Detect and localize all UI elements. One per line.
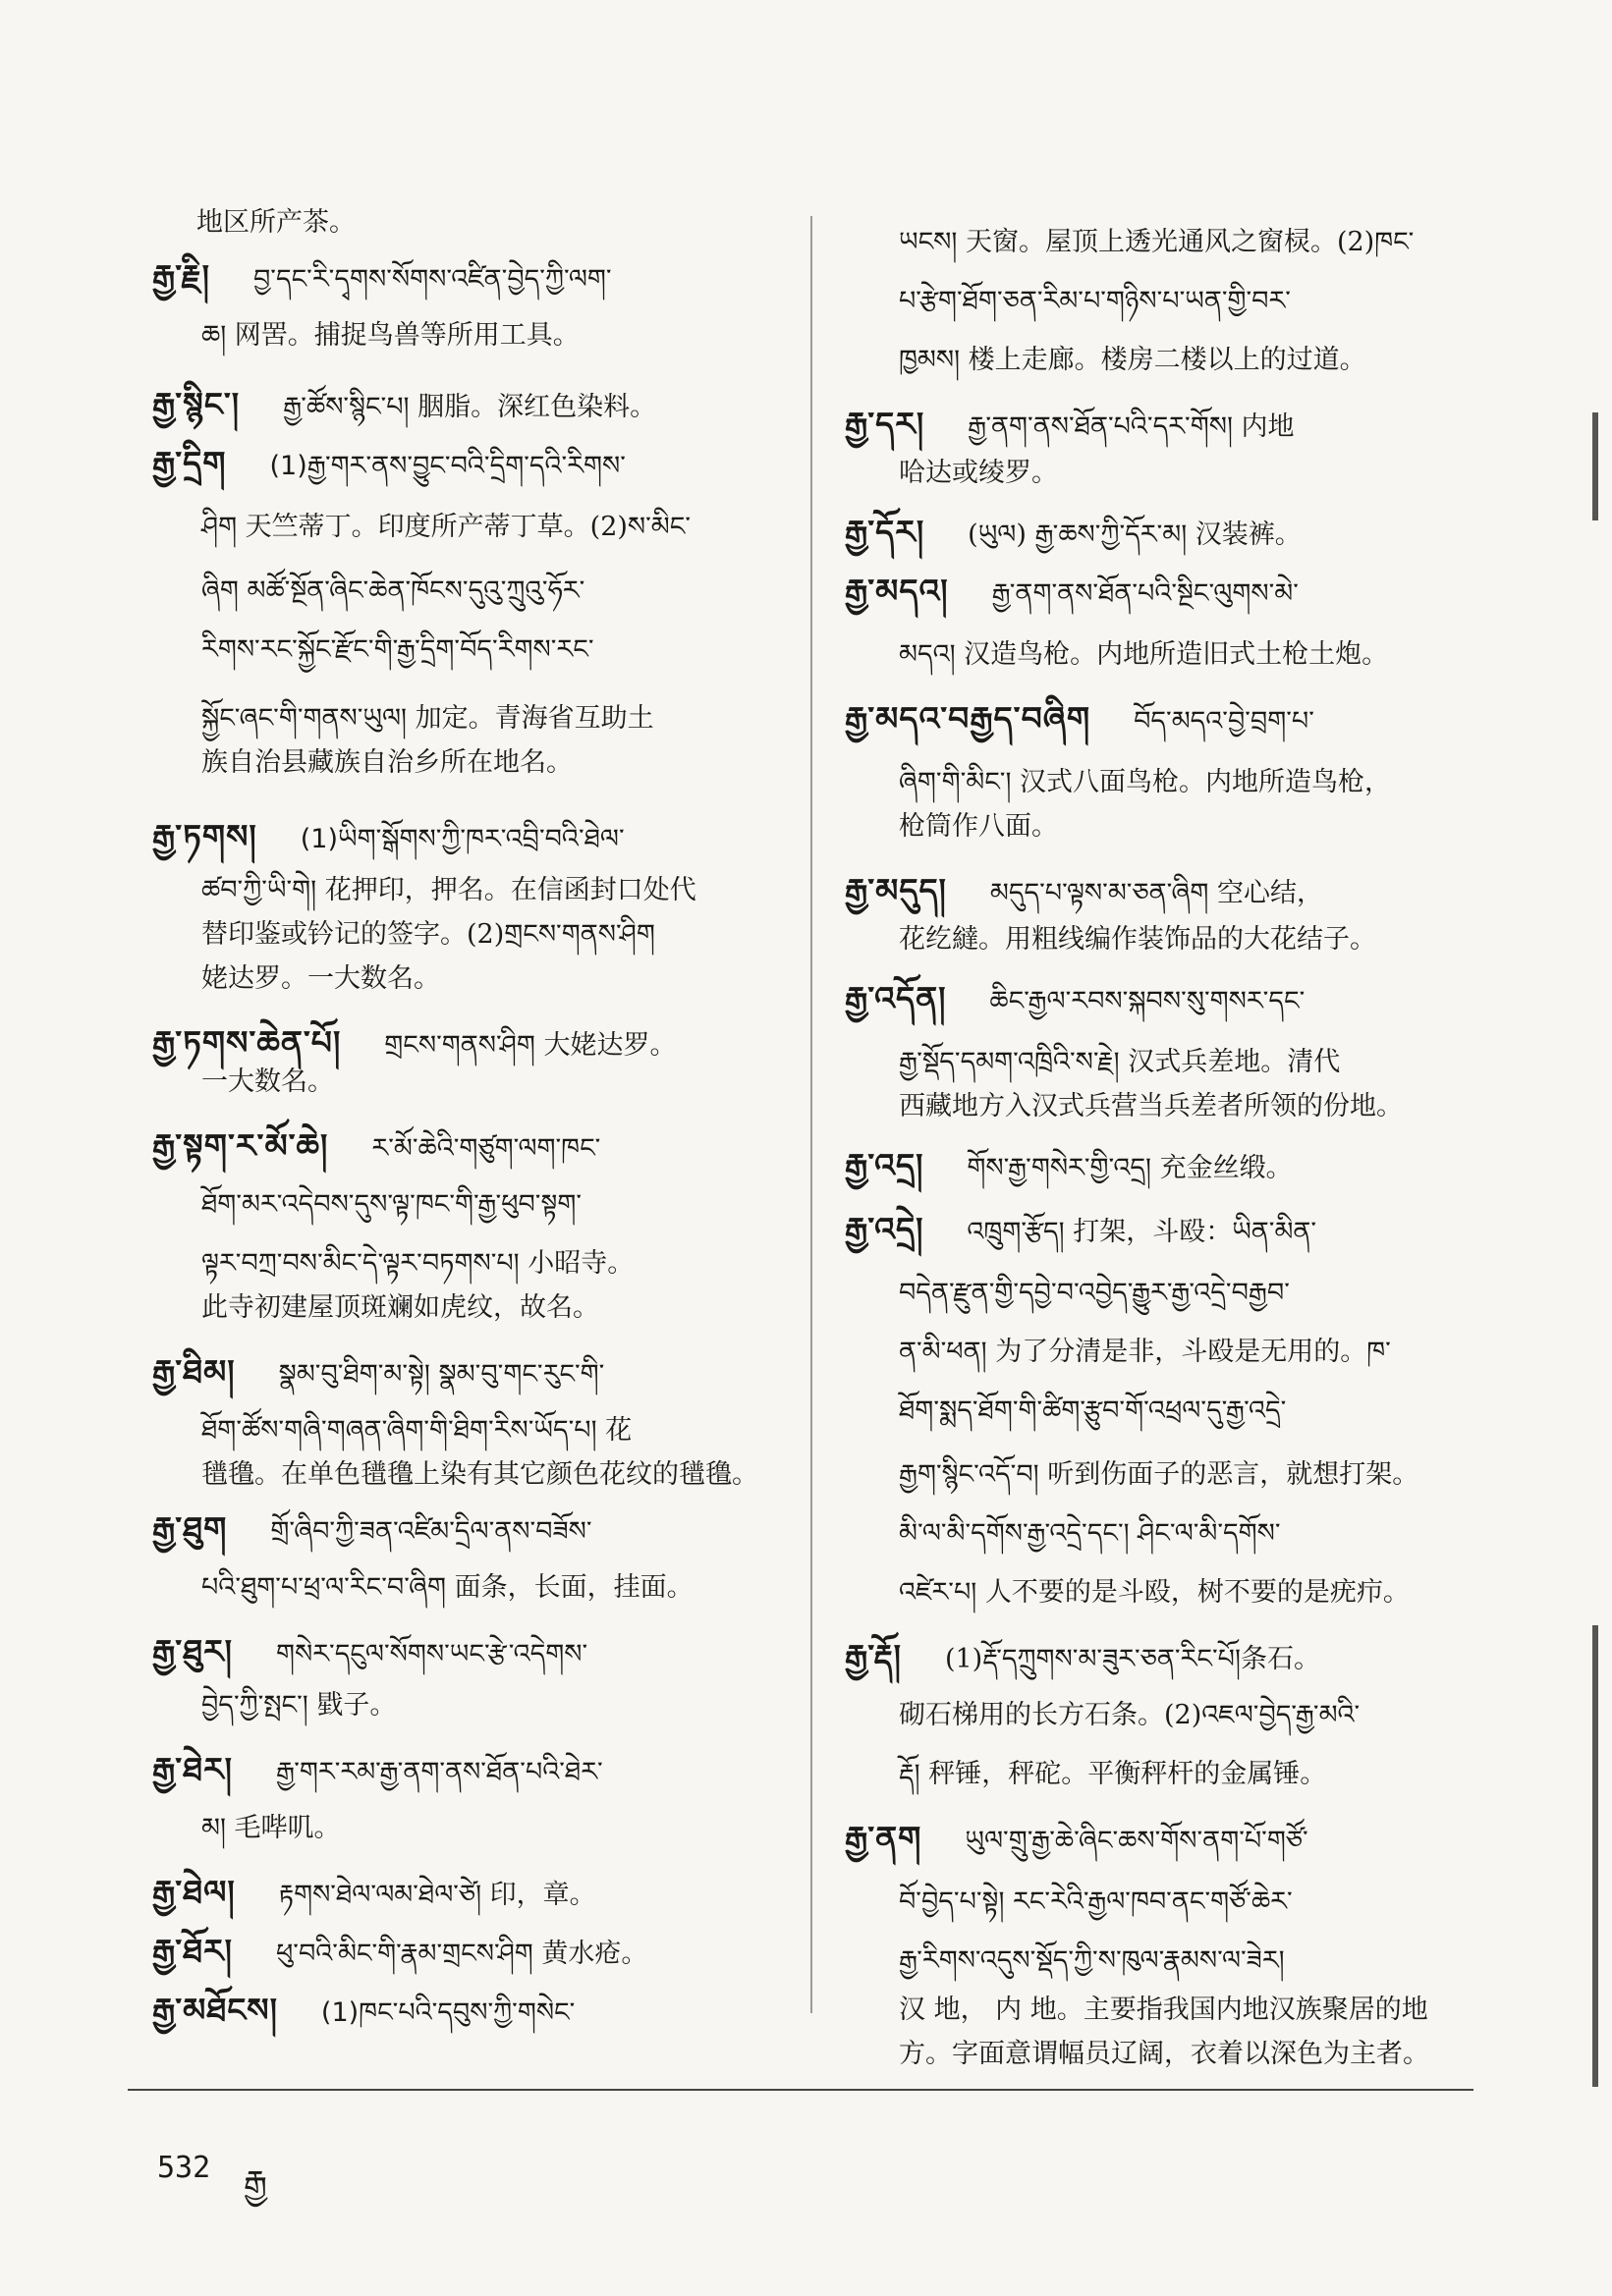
dictionary-entry-line: [152, 1932, 647, 1974]
entry-text: ཡངས། 天窗。屋顶上透光通风之窗棂。(2)ཁང་: [899, 227, 1415, 257]
dictionary-continuation-line: [201, 1455, 758, 1495]
dictionary-entry-line: [845, 871, 1323, 913]
entry-text: འཁྲུག་རྩོད། 打架，斗殴：ཡིན་མིན་: [967, 1217, 1317, 1247]
dictionary-continuation-line: [201, 1568, 694, 1608]
entry-text: 哈达或绫罗。: [899, 458, 1058, 488]
entry-text: (1)ཡིག་སྒོགས་ཀྱི་ཁར་འབྲི་བའི་ཐེལ་: [300, 824, 625, 854]
entry-text: 族自治县藏族自治乡所在地名。: [201, 747, 573, 778]
dictionary-continuation-line: [899, 2035, 1429, 2074]
entry-text: རྒྱ་རིགས་འདུས་སྡོད་ཀྱི་ས་ཁུལ་རྣམས་ལ་ཟེར།: [899, 1945, 1285, 1976]
entry-headword: རྒྱ་ཏགས་ཆེན་པོ།: [152, 1023, 342, 1062]
entry-headword: རྒྱ་འདོན།: [845, 979, 947, 1017]
entry-text: རྒྱ་གར་རམ་རྒྱ་ནག་ནས་ཐོན་པའི་ཐེར་: [276, 1757, 603, 1787]
dictionary-continuation-line: [201, 871, 696, 910]
entry-headword: རྒྱ་འདྲ།: [845, 1146, 924, 1184]
dictionary-continuation-line: [899, 1755, 1326, 1794]
entry-text: བོ་བྱེད་པ་སྟེ། རང་རེའི་རྒྱལ་ཁབ་ནང་གཙོ་ཆེར་: [899, 1886, 1293, 1917]
entry-text: (ཡུལ) རྒྱ་ཆས་ཀྱི་དོར་མ། 汉装裤。: [968, 519, 1302, 550]
dictionary-entry-line: [152, 1632, 587, 1674]
dictionary-continuation-line: [899, 1087, 1403, 1126]
page-section-letter: རྒྱ: [244, 2163, 267, 2203]
entry-text: བྱ་དང་རི་དྭགས་སོགས་འཛིན་བྱེད་ཀྱི་ལག་: [252, 264, 612, 295]
dictionary-entry-line: [152, 1352, 604, 1394]
dictionary-entry-line: [152, 257, 612, 300]
column-divider: [810, 216, 812, 2013]
entry-text: (1)ཁང་པའི་དབུས་ཀྱི་གསེང་: [320, 1997, 576, 2028]
dictionary-entry-line: [152, 1750, 603, 1792]
dictionary-continuation-line: [201, 572, 584, 611]
entry-headword: རྒྱ་མདའ།: [845, 572, 949, 610]
entry-headword: རྒྱ་སྟག་ར་མོ་ཆེ།: [152, 1126, 329, 1165]
entry-text: པའི་ཐུག་པ་ཕྲ་ལ་རིང་བ་ཞིག 面条，长面，挂面。: [201, 1572, 694, 1603]
entry-text: རྒྱག་སྙིང་འདོ་བ། 听到伤面子的恶言，就想打架。: [899, 1459, 1419, 1490]
entry-text: འཛེར་པ། 人不要的是斗殴，树不要的是疣疖。: [899, 1577, 1410, 1608]
dictionary-entry-line: [845, 572, 1299, 614]
dictionary-entry-line: [152, 444, 626, 486]
entry-headword: རྒྱ་ཐོར།: [152, 1932, 233, 1970]
dictionary-continuation-line: [201, 1411, 632, 1450]
dictionary-entry-line: [845, 1637, 1320, 1679]
entry-text: རྒྱ་ནག་ནས་ཐོན་པའི་དར་གོས། 内地: [968, 411, 1295, 442]
dictionary-continuation-line: [201, 959, 440, 999]
entry-text: (1)རྒྱ་གར་ནས་བྱུང་བའི་དྲིག་དའི་རིགས་: [269, 451, 626, 481]
dictionary-continuation-line: [899, 1455, 1418, 1495]
entry-text: ཞིག་གི་མིང་། 汉式八面鸟枪。内地所造鸟枪，: [899, 767, 1392, 797]
entry-text: 枪筒作八面。: [899, 811, 1058, 842]
dictionary-continuation-line: [899, 1043, 1340, 1082]
dictionary-continuation-line: [201, 699, 654, 738]
dictionary-entry-line: [152, 385, 656, 427]
entry-text: མདུད་པ་ལྟས་མ་ཅན་ཞིག 空心结，: [989, 878, 1323, 908]
dictionary-entry-line: [845, 513, 1302, 555]
dictionary-continuation-line: [196, 203, 356, 243]
entry-text: པ་རྩེག་ཐོག་ཅན་རིམ་པ་གཉིས་པ་ཡན་གྱི་བར་: [899, 286, 1291, 316]
dictionary-continuation-line: [899, 1333, 1391, 1372]
dictionary-continuation-line: [201, 1809, 341, 1848]
entry-text: མདའ། 汉造鸟枪。内地所造旧式土枪土炮。: [899, 639, 1389, 670]
dictionary-entry-line: [152, 1509, 592, 1552]
dictionary-continuation-line: [899, 807, 1058, 847]
entry-text: 砌石梯用的长方石条。(2)འཇལ་བྱེད་རྒྱ་མའི་: [899, 1700, 1361, 1730]
entry-headword: རྒྱ་དར།: [845, 405, 925, 443]
dictionary-entry-line: [845, 1146, 1293, 1188]
dictionary-continuation-line: [899, 1883, 1293, 1922]
entry-text: ཆ། 网罟。捕捉鸟兽等所用工具。: [201, 320, 580, 351]
dictionary-continuation-line: [201, 1244, 634, 1284]
dictionary-entry-line: [152, 1126, 600, 1169]
dictionary-entry-line: [845, 1819, 1308, 1861]
entry-text: ར་མོ་ཆེའི་གཙུག་ལག་ཁང་: [371, 1133, 601, 1164]
dictionary-continuation-line: [899, 454, 1058, 493]
dictionary-continuation-line: [899, 1514, 1281, 1554]
dictionary-continuation-line: [899, 223, 1414, 262]
dictionary-continuation-line: [201, 630, 594, 670]
dictionary-entry-line: [845, 405, 1295, 447]
entry-text: གསེར་དངུལ་སོགས་ཡང་རྩེ་འདེགས་: [276, 1639, 588, 1669]
page-edge-mark: [1592, 412, 1598, 520]
entry-text: ལྟར་བཀྲ་བས་མིང་དེ་ལྟར་བཏགས་པ། 小昭寺。: [201, 1248, 635, 1279]
dictionary-continuation-line: [899, 282, 1291, 321]
dictionary-continuation-line: [201, 1686, 396, 1725]
entry-headword: རྒྱ་ཐིམ།: [152, 1352, 236, 1391]
dictionary-continuation-line: [899, 763, 1391, 802]
entry-headword: རྒྱ་ཏགས།: [152, 817, 257, 855]
page-edge-mark: [1592, 1625, 1598, 2087]
entry-text: རྒྱ་ཚོས་སྙིང་པ། 胭脂。深红色染料。: [283, 392, 657, 422]
page-number: 532: [157, 2151, 211, 2185]
entry-headword: རྒྱ་ཐེར།: [152, 1750, 233, 1788]
entry-text: གྲངས་གནས་ཤིག 大姥达罗。: [384, 1030, 677, 1061]
footer-rule: [128, 2089, 1473, 2091]
entry-text: བོད་མདའ་བྱེ་བྲག་པ་: [1134, 706, 1314, 737]
entry-text: ཞིག མཚོ་སྔོན་ཞིང་ཆེན་ཁོངས་དུའུ་ཀྲུའུ་ཧོར་: [201, 575, 585, 606]
entry-text: 汉 地， 内 地。主要指我国内地汉族聚居的地: [899, 1995, 1428, 2025]
dictionary-entry-line: [845, 699, 1314, 741]
dictionary-continuation-line: [899, 1274, 1290, 1313]
entry-text: རྟགས་ཐེལ་ལམ་ཐེལ་ཙེ། 印，章。: [278, 1880, 596, 1910]
entry-headword: རྒྱ་ཐུར།: [152, 1632, 233, 1670]
entry-text: རྒྱ་སྡོད་དམག་འཁྲིའི་ས་རྗེ། 汉式兵差地。清代: [899, 1047, 1341, 1077]
entry-text: གོས་རྒྱ་གསེར་གྱི་འདྲ། 充金丝缎。: [967, 1153, 1293, 1183]
dictionary-continuation-line: [201, 1288, 599, 1328]
entry-text: 一大数名。: [201, 1066, 334, 1097]
entry-text: 西藏地方入汉式兵营当兵差者所领的份地。: [899, 1091, 1403, 1121]
entry-text: གྲོ་ཞིབ་ཀྱི་ཟན་འཛིམ་དྲིལ་ནས་བཟོས་: [270, 1516, 592, 1547]
entry-text: ཚབ་ཀྱི་ཡི་གེ། 花押印，押名。在信函封口处代: [201, 875, 696, 905]
entry-headword: རྒྱ་མདའ་བརྒྱད་བཞིག: [845, 699, 1091, 738]
entry-headword: རྒྱ་རྡོ།: [845, 1637, 902, 1675]
entry-text: སྐྱོང་ཞང་གི་གནས་ཡུལ། 加定。青海省互助土: [201, 703, 654, 734]
entry-text: 氆氇。在单色氆氇上染有其它颜色花纹的氆氇。: [201, 1459, 758, 1490]
entry-text: 地区所产茶。: [196, 207, 356, 238]
dictionary-continuation-line: [201, 316, 580, 355]
entry-text: 方。字面意谓幅员辽阔，衣着以深色为主者。: [899, 2039, 1429, 2069]
dictionary-continuation-line: [201, 743, 573, 783]
entry-text: རིགས་རང་སྐྱོང་རྫོང་གི་རྒྱ་དྲིག་བོད་རིགས་རང་: [201, 634, 594, 665]
dictionary-entry-line: [152, 817, 625, 859]
dictionary-continuation-line: [899, 341, 1366, 380]
entry-text: ཐོག་ཚོས་གཞི་གཞན་ཞིག་གི་ཐིག་རིས་ཡོད་པ། 花: [201, 1415, 633, 1446]
dictionary-continuation-line: [899, 920, 1376, 959]
entry-text: (1)རྡོ་དཀྲུགས་མ་ཟུར་ཅན་རིང་པོ།条石。: [944, 1644, 1320, 1674]
entry-headword: རྒྱ་ཐེལ།: [152, 1873, 236, 1911]
entry-headword: རྒྱ་ནག: [845, 1819, 922, 1857]
dictionary-continuation-line: [201, 1185, 582, 1225]
entry-text: མ། 毛哔叽。: [201, 1813, 341, 1843]
entry-headword: རྒྱ་རྗི།: [152, 257, 210, 296]
entry-headword: རྒྱ་འདྲེ།: [845, 1210, 924, 1248]
entry-text: ཡུལ་གྲུ་རྒྱ་ཆེ་ཞིང་ཆས་གོས་ནག་པོ་གཙོ་: [965, 1826, 1308, 1856]
entry-text: རྡོ། 秤锤，秤砣。平衡秤杆的金属锤。: [899, 1759, 1327, 1789]
dictionary-continuation-line: [201, 508, 691, 547]
entry-text: ཐོག་སྨད་ཐོག་གི་ཚིག་རྩུབ་གོ་འཕྲལ་དུ་རྒྱ་འདྲེ་: [899, 1395, 1287, 1426]
entry-headword: རྒྱ་དོར།: [845, 513, 925, 551]
dictionary-entry-line: [152, 1991, 575, 2033]
entry-text: 姥达罗。一大数名。: [201, 963, 440, 994]
dictionary-entry-line: [152, 1023, 676, 1066]
entry-text: 花纥繨。用粗线编作装饰品的大花结子。: [899, 924, 1376, 955]
dictionary-continuation-line: [899, 1573, 1410, 1613]
entry-text: བདེན་རྫུན་གྱི་དབྱེ་བ་འབྱེད་རྒྱུར་རྒྱ་འདྲེ་བརྒྱབ་: [899, 1278, 1290, 1308]
entry-text: སྣམ་བུ་ཐིག་མ་སྟེ། སྣམ་བུ་གང་རུང་གི་: [278, 1359, 605, 1390]
entry-text: བྱེད་ཀྱི་སྤང་། 戥子。: [201, 1690, 397, 1721]
entry-headword: རྒྱ་མདུད།: [845, 871, 947, 909]
entry-text: རྒྱ་ནག་ནས་ཐོན་པའི་སྔིང་ལུགས་མེ་: [991, 578, 1299, 609]
dictionary-continuation-line: [201, 915, 655, 955]
dictionary-continuation-line: [899, 1991, 1428, 2030]
entry-headword: རྒྱ་སྙིང་།: [152, 385, 241, 423]
entry-text: 替印鉴或钤记的签字。(2)གྲངས་གནས་ཤིག: [201, 919, 655, 950]
entry-text: ཁྱམས། 楼上走廊。楼房二楼以上的过道。: [899, 345, 1366, 375]
dictionary-continuation-line: [899, 1696, 1360, 1735]
entry-text: 此寺初建屋顶斑斓如虎纹，故名。: [201, 1292, 599, 1323]
dictionary-continuation-line: [899, 1392, 1286, 1431]
dictionary-entry-line: [845, 979, 1305, 1021]
dictionary-continuation-line: [899, 635, 1388, 675]
entry-text: ཆིང་རྒྱལ་རབས་སྐབས་སུ་གསར་དང་: [989, 986, 1306, 1016]
dictionary-entry-line: [152, 1873, 596, 1915]
entry-text: ཐོག་མར་འདེབས་དུས་ལྟ་ཁང་གི་རྒྱ་ཕུབ་སྟག་: [201, 1189, 583, 1220]
entry-text: ཤིག 天竺蒂丁。印度所产蒂丁草。(2)ས་མིང་: [201, 512, 691, 542]
dictionary-continuation-line: [201, 1063, 334, 1102]
dictionary-continuation-line: [899, 1941, 1285, 1981]
entry-text: ཕུ་བའི་མིང་གི་རྣམ་གྲངས་ཤིག 黄水疮。: [276, 1939, 648, 1969]
entry-headword: རྒྱ་མཐོངས།: [152, 1991, 278, 2029]
entry-text: མི་ལ་མི་དགོས་རྒྱ་འདྲེ་དང་། ཤིང་ལ་མི་དགོས་: [899, 1518, 1281, 1549]
entry-text: ན་མི་ཕན། 为了分清是非，斗殴是无用的。ཁ་: [899, 1337, 1391, 1367]
entry-headword: རྒྱ་ཐུག: [152, 1509, 228, 1548]
dictionary-entry-line: [845, 1210, 1316, 1252]
entry-headword: རྒྱ་དྲིག: [152, 444, 227, 482]
